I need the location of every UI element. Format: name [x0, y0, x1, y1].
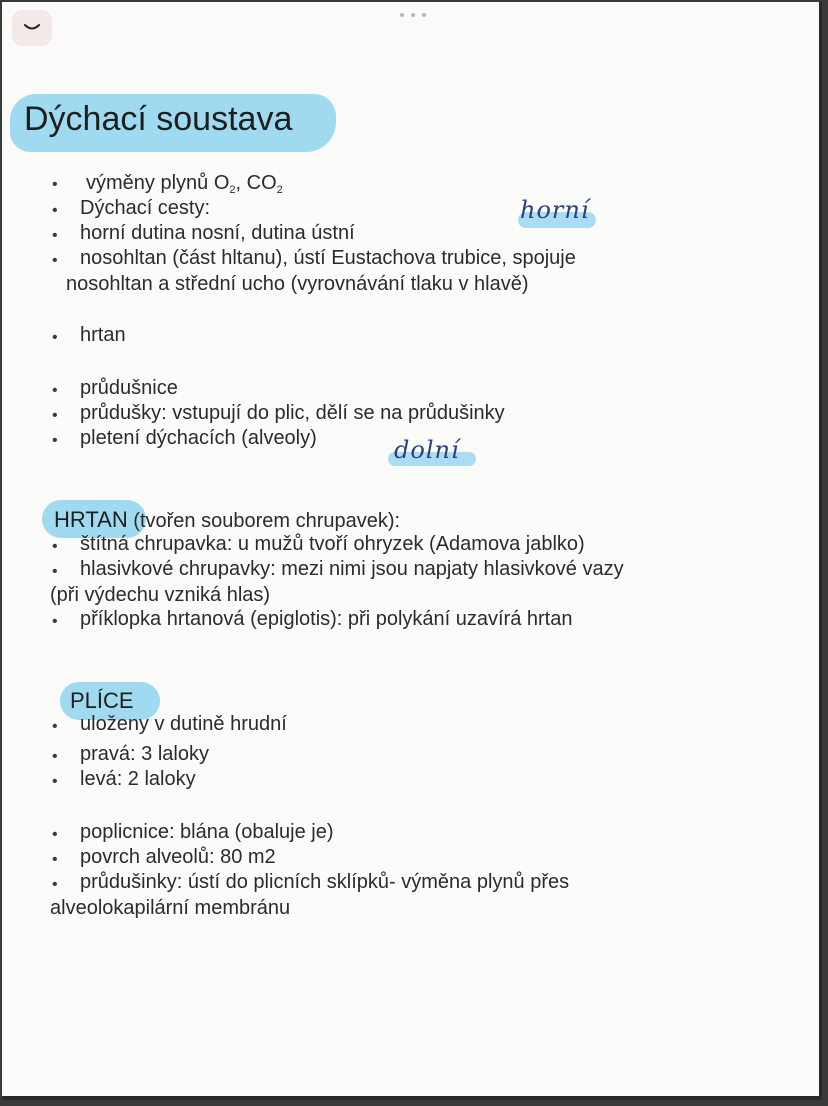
bullet: • — [52, 202, 58, 219]
list-item: výměny plynů $O_2$, $CO_2$ — [86, 172, 283, 196]
list-item: nosohltan (část hltanu), ústí Eustachova trubice, spojuje — [80, 247, 576, 269]
bullet: • — [52, 563, 58, 580]
bullet: • — [52, 227, 58, 244]
list-item: uloženy v dutině hrudní — [80, 713, 287, 735]
handwritten-annotation-lower: dolní — [394, 436, 460, 464]
bullet: • — [52, 613, 58, 630]
list-item: hlasivkové chrupavky: mezi nimi jsou napjaty hlasivkové vazy — [80, 558, 624, 580]
bullet: • — [52, 329, 58, 346]
list-item: levá: 2 laloky — [80, 768, 196, 790]
list-item: povrch alveolů: 80 m2 — [80, 846, 276, 868]
drag-handle[interactable] — [400, 10, 426, 20]
bullet: • — [52, 718, 58, 735]
bullet: • — [52, 748, 58, 765]
chevron-down-icon — [23, 23, 41, 33]
bullet: • — [52, 176, 58, 193]
list-item: pletení dýchacích (alveoly) — [80, 427, 317, 449]
list-item: poplicnice: blána (obaluje je) — [80, 821, 334, 843]
handwritten-annotation-upper: horní — [520, 196, 590, 224]
list-item: hrtan — [80, 324, 126, 346]
list-item-continuation: nosohltan a střední ucho (vyrovnávání tlaku v hlavě) — [66, 273, 529, 295]
bullet: • — [52, 876, 58, 893]
list-item: Dýchací cesty: — [80, 197, 211, 219]
bullet: • — [52, 773, 58, 790]
note-page — [2, 2, 822, 1100]
page-title: Dýchací soustava — [24, 100, 293, 138]
bullet: • — [52, 407, 58, 424]
list-item: příklopka hrtanová (epiglotis): při polykání uzavírá hrtan — [80, 608, 573, 630]
bullet: • — [52, 252, 58, 269]
list-item-continuation: alveolokapilární membránu — [50, 897, 291, 919]
list-item: štítná chrupavka: u mužů tvoří ohryzek (Adamova jablko) — [80, 533, 585, 555]
bullet: • — [52, 538, 58, 555]
section-heading-plice: PLÍCE — [70, 688, 134, 713]
section-heading-hrtan: HRTAN (tvořen souborem chrupavek): — [54, 507, 401, 532]
list-item: průdušnice — [80, 377, 178, 399]
bullet: • — [52, 851, 58, 868]
list-item-continuation: (při výdechu vzniká hlas) — [50, 584, 271, 606]
bullet: • — [52, 826, 58, 843]
list-item: průdušky: vstupují do plic, dělí se na průdušinky — [80, 402, 505, 424]
bullet: • — [52, 382, 58, 399]
list-item: průdušinky: ústí do plicních sklípků- výměna plynů přes — [80, 871, 570, 893]
list-item: horní dutina nosní, dutina ústní — [80, 222, 355, 244]
list-item: pravá: 3 laloky — [80, 743, 209, 765]
collapse-button[interactable] — [12, 10, 52, 46]
bullet: • — [52, 432, 58, 449]
